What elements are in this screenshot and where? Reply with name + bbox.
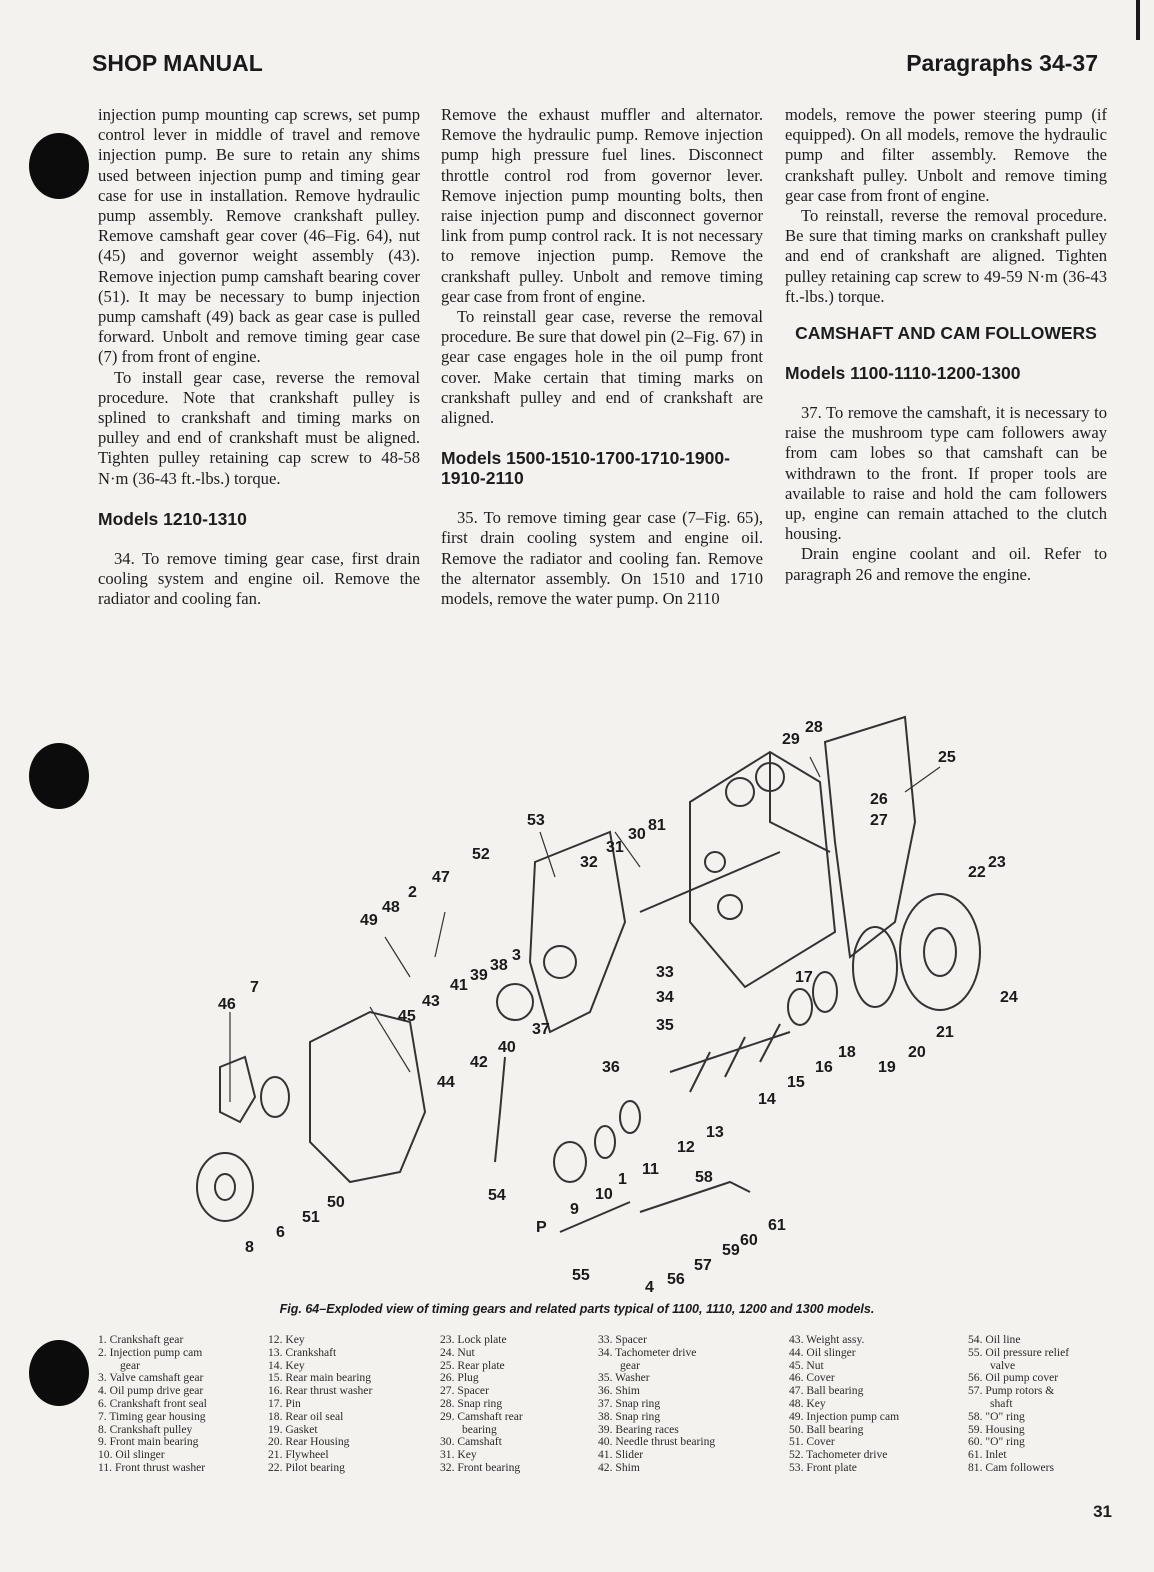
callout: 37 [532, 1021, 550, 1038]
exploded-view-figure [170, 712, 1070, 1292]
callout: 46 [218, 996, 236, 1013]
legend-item: 22. Pilot bearing [268, 1460, 345, 1474]
legend-item: 51. Cover [789, 1435, 835, 1449]
legend-item: 13. Crankshaft [268, 1345, 337, 1359]
paragraph: injection pump mounting cap screws, set pump control lever in middle of travel and remove injection pump. Be sure to retain any shims used between injection pump and timing gear case for use in installation. Remove hydraulic pump assembly. Remove crankshaft pulley. Remove camshaft gear cover (46–Fig. 64), nut (45) and governor weight assembly (43). Remove injection pump camshaft bearing cover (51). It may be necessary to bump injection pump camshaft (49) back as gear case is pulled forward. Unbolt and remove timing gear case (7) from front of engine. [98, 105, 420, 367]
callout: 54 [488, 1187, 506, 1204]
parts-legend-column-6 [968, 1334, 1069, 1475]
callout: 17 [795, 969, 813, 986]
legend-item: 33. Spacer [598, 1333, 647, 1346]
callout: 28 [805, 719, 823, 736]
paragraph: To reinstall, reverse the removal procedure. Be sure that timing marks on crankshaft pulley and end of crankshaft are aligned. Tighten pulley retaining cap screw to 49-59 N·m (36-43 ft.-lbs.) torque. [785, 206, 1107, 306]
legend-item: 61. Inlet [968, 1448, 1007, 1462]
text-column-1 [98, 105, 420, 609]
figure-callout-labels [218, 719, 1018, 1292]
legend-item: 27. Spacer [440, 1384, 489, 1398]
callout: 47 [432, 869, 450, 886]
callout: 14 [758, 1091, 776, 1108]
legend-item: 44. Oil slinger [789, 1345, 856, 1359]
callout: 56 [667, 1271, 685, 1288]
parts-legend-column-5 [789, 1334, 899, 1475]
binder-hole-2 [29, 743, 89, 809]
rear-plate-drawing [825, 717, 915, 957]
legend-item: 23. Lock plate [440, 1333, 507, 1346]
crankshaft-pulley-drawing [197, 1153, 253, 1221]
callout: 48 [382, 899, 400, 916]
legend-item: 35. Washer [598, 1371, 650, 1385]
callout: 2 [408, 884, 417, 901]
callout: 11 [642, 1161, 659, 1178]
running-header-right: Paragraphs 34-37 [906, 50, 1098, 76]
callout: 33 [656, 964, 674, 981]
legend-item: 53. Front plate [789, 1460, 857, 1474]
section-heading: Models 1210-1310 [98, 508, 247, 529]
legend-item: gear [620, 1358, 640, 1372]
legend-item: 24. Nut [440, 1345, 475, 1359]
callout: 38 [490, 957, 508, 974]
legend-item: valve [990, 1358, 1016, 1372]
legend-item: 55. Oil pressure relief [968, 1345, 1070, 1359]
legend-item: 21. Flywheel [268, 1448, 329, 1462]
legend-item: 46. Cover [789, 1371, 835, 1385]
legend-item: gear [120, 1358, 140, 1372]
callout: 20 [908, 1044, 926, 1061]
legend-item: 6. Crankshaft front seal [98, 1396, 207, 1410]
legend-item: 43. Weight assy. [789, 1333, 865, 1346]
callout: 53 [527, 812, 545, 829]
oil-pump-drawing [560, 1182, 750, 1232]
legend-item: 25. Rear plate [440, 1358, 505, 1372]
callout: 58 [695, 1169, 713, 1186]
paragraph: 37. To remove the camshaft, it is necessary to raise the mushroom type cam followers away from cam lobes so that camshaft can be withdrawn to the front. If proper tools are available to raise and hold the cam followers up, engine can remain attached to the clutch housing. [785, 403, 1107, 544]
legend-item: 58. "O" ring [968, 1409, 1025, 1423]
paragraph: 34. To remove timing gear case, first drain cooling system and engine oil. Remove the radiator and cooling fan. [98, 548, 420, 609]
callout: 81 [648, 817, 666, 834]
callout: 30 [628, 826, 646, 843]
legend-item: 34. Tachometer drive [598, 1345, 697, 1359]
callout: 4 [645, 1279, 654, 1292]
legend-item: 47. Ball bearing [789, 1384, 864, 1398]
callout: 19 [878, 1059, 896, 1076]
callout: 41 [450, 977, 468, 994]
legend-item: 16. Rear thrust washer [268, 1384, 373, 1398]
legend-item: 1. Crankshaft gear [98, 1333, 184, 1346]
callout: 26 [870, 791, 888, 808]
parts-legend-column-2 [268, 1334, 372, 1475]
legend-item: 29. Camshaft rear [440, 1409, 523, 1423]
page-number: 31 [1093, 1502, 1112, 1521]
legend-item: shaft [990, 1396, 1013, 1410]
legend-item: 8. Crankshaft pulley [98, 1422, 193, 1436]
callout: 45 [398, 1008, 416, 1025]
callout: 16 [815, 1059, 833, 1076]
legend-item: 3. Valve camshaft gear [98, 1371, 204, 1385]
callout: 7 [250, 979, 259, 996]
camshaft-gear-cover-drawing [220, 1057, 255, 1122]
callout: 42 [470, 1054, 488, 1071]
legend-item: 50. Ball bearing [789, 1422, 864, 1436]
legend-item: 37. Snap ring [598, 1396, 661, 1410]
paragraph: Drain engine coolant and oil. Refer to paragraph 26 and remove the engine. [785, 544, 1107, 584]
binder-hole-1 [29, 133, 89, 199]
binder-hole-3 [29, 1340, 89, 1406]
parts-legend-column-4 [598, 1334, 715, 1475]
legend-item: 28. Snap ring [440, 1396, 503, 1410]
callout: 1 [618, 1171, 627, 1188]
callout: 39 [470, 967, 488, 984]
legend-item: 20. Rear Housing [268, 1435, 350, 1449]
callout: 18 [838, 1044, 856, 1061]
oil-line-drawing [495, 1057, 505, 1162]
callout: 51 [302, 1209, 320, 1226]
flywheel-drawing [900, 894, 980, 1010]
legend-item: 49. Injection pump cam [789, 1409, 900, 1423]
legend-item: 15. Rear main bearing [268, 1371, 372, 1385]
camshaft-drawing [640, 852, 780, 912]
legend-item: 56. Oil pump cover [968, 1371, 1059, 1385]
chapter-heading: CAMSHAFT AND CAM FOLLOWERS [795, 323, 1097, 344]
legend-item: 38. Snap ring [598, 1409, 661, 1423]
callout: 13 [706, 1124, 724, 1141]
legend-item: 4. Oil pump drive gear [98, 1384, 204, 1398]
legend-item: 14. Key [268, 1358, 305, 1372]
legend-item: 41. Slider [598, 1448, 644, 1462]
callout: 15 [787, 1074, 805, 1091]
timing-gear-housing-drawing [310, 1012, 425, 1182]
legend-item: 31. Key [440, 1448, 477, 1462]
callout: 29 [782, 731, 800, 748]
callout: P [536, 1219, 547, 1236]
paragraph: Remove the exhaust muffler and alternator. Remove the hydraulic pump. Remove injection pump high pressure fuel lines. Disconnect throttle control rod from governor lever. Remove injection pump mounting bolts, then raise injection pump and disconnect governor link from pump control rack. It is not necessary to remove injection pump. Remove the crankshaft pulley. Unbolt and remove timing gear case from front of engine. [441, 105, 763, 306]
legend-item: 54. Oil line [968, 1333, 1021, 1346]
callout: 49 [360, 912, 378, 929]
callout: 27 [870, 812, 888, 829]
exploded-view-drawing [170, 712, 1070, 1292]
engine-block-drawing [690, 752, 835, 987]
paragraph: To install gear case, reverse the removal procedure. Note that crankshaft pulley is splined to crankshaft and timing marks on pulley and end of crankshaft must be aligned. Tighten pulley retaining cap screw to 48-58 N·m (36-43 ft.-lbs.) torque. [98, 367, 420, 488]
page-corner-mark [1130, 0, 1140, 40]
callout: 40 [498, 1039, 516, 1056]
running-header-left: SHOP MANUAL [92, 50, 263, 76]
legend-item: 40. Needle thrust bearing [598, 1435, 716, 1449]
callout: 52 [472, 846, 490, 863]
legend-item: bearing [462, 1422, 497, 1436]
crankshaft-drawing [670, 1024, 790, 1092]
callout: 43 [422, 993, 440, 1010]
parts-legend-column-3 [440, 1334, 523, 1475]
text-column-3 [785, 105, 1107, 585]
legend-item: 10. Oil slinger [98, 1448, 165, 1462]
callout: 34 [656, 989, 674, 1006]
legend-item: 42. Shim [598, 1460, 640, 1474]
legend-item: 39. Bearing races [598, 1422, 679, 1436]
legend-item: 2. Injection pump cam [98, 1345, 203, 1359]
callout: 50 [327, 1194, 345, 1211]
parts-legend-column-1 [98, 1334, 207, 1475]
paragraph: models, remove the power steering pump (if equipped). On all models, remove the hydraulic pump and filter assembly. Remove the crankshaft pulley. Unbolt and remove timing gear case from front of engine. [785, 105, 1107, 205]
text-column-2 [441, 105, 763, 609]
legend-item: 9. Front main bearing [98, 1435, 199, 1449]
callout: 22 [968, 864, 986, 881]
paragraph: To reinstall gear case, reverse the removal procedure. Be sure that dowel pin (2–Fig. 67) in gear case engages hole in the oil pump front cover. Make certain that timing marks on crankshaft pulley and end of crankshaft are aligned. [441, 307, 763, 428]
paragraph: 35. To remove timing gear case (7–Fig. 65), first drain cooling system and engine oil. Remove the radiator and cooling fan. Remove the alternator assembly. On 1510 and 1710 models, remove the water pump. On 2110 [441, 508, 763, 609]
callout: 10 [595, 1186, 613, 1203]
valve-camshaft-gear-drawing [497, 984, 533, 1020]
callout: 23 [988, 854, 1006, 871]
callout: 31 [606, 839, 624, 856]
callout: 12 [677, 1139, 695, 1156]
legend-item: 36. Shim [598, 1384, 640, 1398]
legend-item: 11. Front thrust washer [98, 1460, 206, 1474]
section-heading: Models 1500-1510-1700-1710-1900-1910-2110 [441, 448, 730, 489]
callout: 57 [694, 1257, 712, 1274]
legend-item: 19. Gasket [268, 1422, 318, 1436]
callout: 25 [938, 749, 956, 766]
callout: 35 [656, 1017, 674, 1034]
callout: 60 [740, 1232, 758, 1249]
legend-item: 59. Housing [968, 1422, 1025, 1436]
legend-item: 26. Plug [440, 1371, 479, 1385]
callout: 3 [512, 947, 521, 964]
legend-item: 60. "O" ring [968, 1435, 1025, 1449]
legend-item: 52. Tachometer drive [789, 1448, 888, 1462]
front-plate-drawing [530, 832, 625, 1032]
section-heading: Models 1100-1110-1200-1300 [785, 363, 1021, 384]
callout: 24 [1000, 989, 1018, 1006]
legend-item: 30. Camshaft [440, 1435, 502, 1449]
legend-item: 48. Key [789, 1396, 826, 1410]
callout: 6 [276, 1224, 285, 1241]
callout: 21 [936, 1024, 954, 1041]
legend-item: 18. Rear oil seal [268, 1409, 344, 1423]
legend-item: 45. Nut [789, 1358, 824, 1372]
legend-item: 7. Timing gear housing [98, 1409, 206, 1423]
callout: 61 [768, 1217, 786, 1234]
callout: 36 [602, 1059, 620, 1076]
legend-item: 32. Front bearing [440, 1460, 521, 1474]
callout: 55 [572, 1267, 590, 1284]
callout: 44 [437, 1074, 455, 1091]
legend-item: 57. Pump rotors & [968, 1384, 1055, 1398]
callout: 32 [580, 854, 598, 871]
legend-item: 17. Pin [268, 1396, 301, 1410]
callout: 9 [570, 1201, 579, 1218]
figure-caption: Fig. 64–Exploded view of timing gears and related parts typical of 1100, 1110, 1200 and 1300 models. [279, 1302, 875, 1316]
callout: 8 [245, 1239, 254, 1256]
legend-item: 81. Cam followers [968, 1460, 1054, 1474]
legend-item: 12. Key [268, 1333, 305, 1346]
callout: 59 [722, 1242, 740, 1259]
